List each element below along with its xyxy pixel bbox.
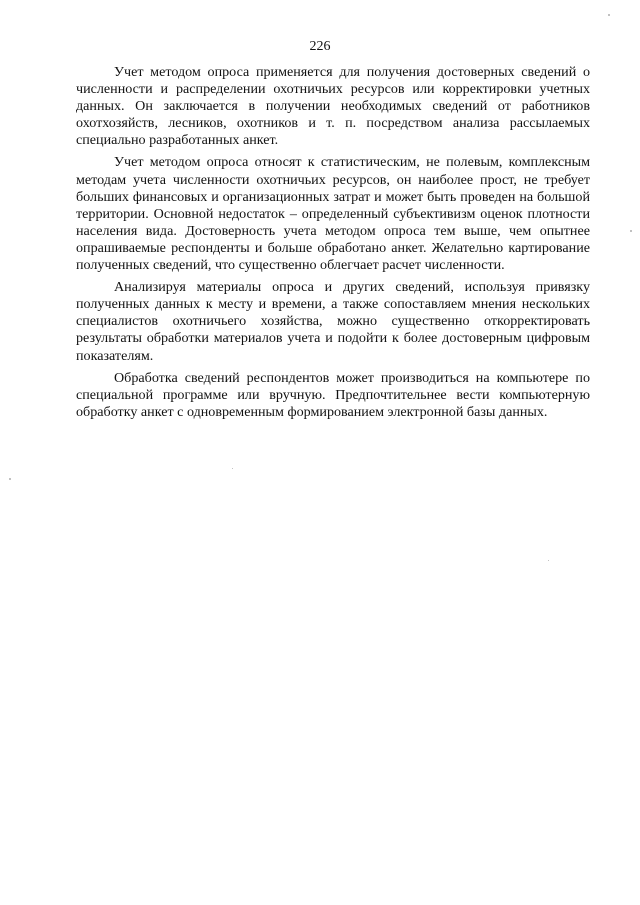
body-text bbox=[76, 64, 590, 426]
scan-speck bbox=[630, 230, 632, 232]
scan-speck bbox=[608, 14, 610, 16]
scan-speck bbox=[9, 478, 11, 480]
scan-speck bbox=[548, 560, 549, 561]
scan-speck bbox=[232, 468, 233, 469]
paragraph-2: Учет методом опроса относят к статистическим, не полевым, комплексным методам учета численности охотничьих ресурсов, он наиболее прост, не требует больших финансовых и организационных затрат и может быть проведен на большой территории. Основной недостаток – определенный субъективизм оценок плотности населения вида. Достоверность учета методом опроса тем выше, чем опытнее опрашиваемые респонденты и больше обработано анкет. Желательно картирование полученных сведений, что существенно облегчает расчет численности. bbox=[76, 154, 590, 274]
paragraph-4: Обработка сведений респондентов может производиться на компьютере по специальной программе или вручную. Предпочтительнее вести компьютерную обработку анкет с одновременным формированием электронной базы данных. bbox=[76, 369, 590, 420]
page-number: 226 bbox=[309, 39, 331, 54]
paragraph-3: Анализируя материалы опроса и других сведений, используя привязку полученных данных к месту и времени, а также сопоставляем мнения нескольких специалистов охотничьего хозяйства, можно существенно откорректировать результаты обработки материалов учета и подойти к более достоверным цифровым показателям. bbox=[76, 279, 590, 364]
paragraph-1: Учет методом опроса применяется для получения достоверных сведений о численности и распределении охотничьих ресурсов или корректировки учетных данных. Он заключается в получении необходимых сведений от работников охотхозяйств, лесников, охотников и т. п. посредством анализа рассылаемых специально разработанных анкет. bbox=[76, 64, 590, 149]
